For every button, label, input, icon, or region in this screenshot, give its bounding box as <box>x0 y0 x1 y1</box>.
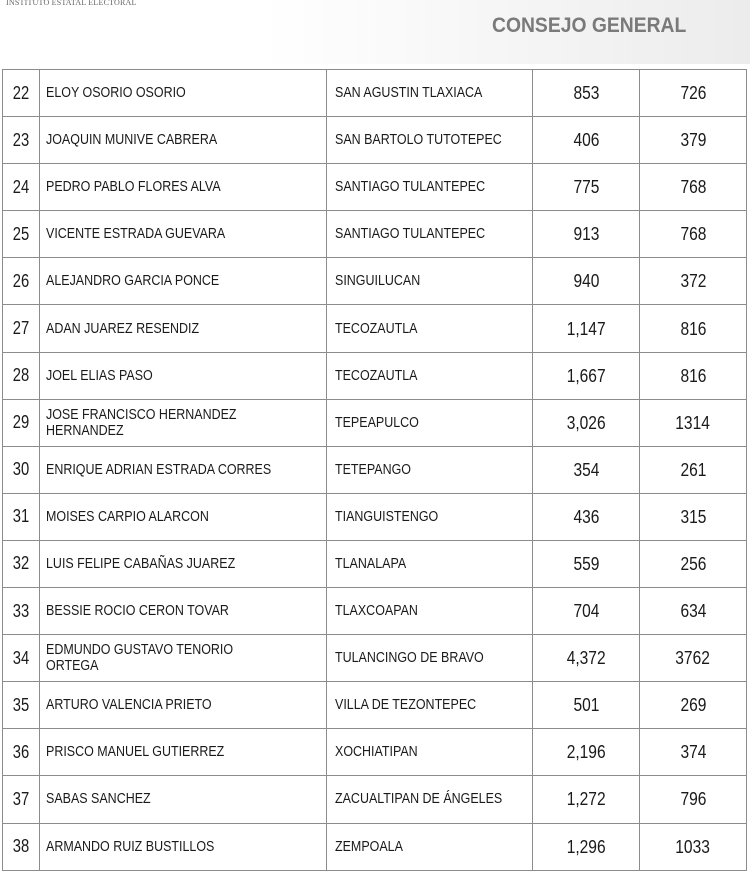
table-row <box>3 211 747 258</box>
value-2-cell <box>640 446 747 493</box>
value-1: 1,667 <box>566 364 606 386</box>
value-1: 559 <box>573 552 599 574</box>
candidate-name: VICENTE ESTRADA GUEVARA <box>46 226 226 243</box>
candidate-name-cell <box>40 305 327 352</box>
value-2-cell <box>640 823 747 870</box>
row-number: 36 <box>12 741 30 762</box>
value-2: 796 <box>680 788 706 810</box>
value-2: 3762 <box>675 647 711 669</box>
row-number: 28 <box>12 365 30 386</box>
value-2: 768 <box>680 176 706 198</box>
candidate-name: ENRIQUE ADRIAN ESTRADA CORRES <box>46 461 272 478</box>
row-number-cell <box>3 682 40 729</box>
municipality: TETEPANGO <box>335 461 411 478</box>
value-1-cell <box>533 446 640 493</box>
value-2-cell <box>640 399 747 446</box>
municipality: SAN AGUSTIN TLAXIACA <box>335 85 483 102</box>
value-2-cell <box>640 352 747 399</box>
table-row <box>3 588 747 635</box>
candidate-name-cell <box>40 164 327 211</box>
row-number: 29 <box>12 412 30 433</box>
candidate-name: JOEL ELIAS PASO <box>46 367 153 384</box>
value-2-cell <box>640 729 747 776</box>
value-1-cell <box>533 729 640 776</box>
value-2-cell <box>640 70 747 117</box>
row-number: 33 <box>12 600 30 621</box>
value-1: 913 <box>573 223 599 245</box>
table-row <box>3 823 747 870</box>
value-2: 261 <box>680 458 706 480</box>
municipality-cell <box>327 399 533 446</box>
value-1-cell <box>533 164 640 211</box>
candidate-name: PEDRO PABLO FLORES ALVA <box>46 179 221 196</box>
table-row <box>3 493 747 540</box>
value-2-cell <box>640 117 747 164</box>
page-header <box>0 0 750 64</box>
municipality-cell <box>327 729 533 776</box>
candidate-name-cell <box>40 776 327 823</box>
row-number-cell <box>3 446 40 493</box>
municipality-cell <box>327 823 533 870</box>
row-number-cell <box>3 635 40 682</box>
value-2: 816 <box>680 364 706 386</box>
candidate-name-cell <box>40 635 327 682</box>
row-number-cell <box>3 823 40 870</box>
municipality: ZEMPOALA <box>335 838 403 855</box>
value-1-cell <box>533 493 640 540</box>
value-2: 768 <box>680 223 706 245</box>
row-number: 34 <box>12 647 30 668</box>
row-number: 38 <box>12 836 30 857</box>
row-number-cell <box>3 70 40 117</box>
value-1: 4,372 <box>566 647 606 669</box>
candidate-name: ARTURO VALENCIA PRIETO <box>46 697 212 714</box>
row-number: 27 <box>12 318 30 339</box>
table-row <box>3 776 747 823</box>
municipality-cell <box>327 164 533 211</box>
municipality-cell <box>327 493 533 540</box>
candidate-name: JOSE FRANCISCO HERNANDEZ HERNANDEZ <box>46 406 237 439</box>
value-2-cell <box>640 635 747 682</box>
row-number-cell <box>3 399 40 446</box>
municipality-cell <box>327 635 533 682</box>
table-row <box>3 635 747 682</box>
row-number: 26 <box>12 270 30 291</box>
row-number-cell <box>3 729 40 776</box>
candidate-name: EDMUNDO GUSTAVO TENORIO ORTEGA <box>46 642 234 675</box>
value-1: 1,272 <box>566 788 606 810</box>
municipality: TLAXCOAPAN <box>335 603 418 620</box>
value-2-cell <box>640 258 747 305</box>
value-2-cell <box>640 776 747 823</box>
municipality: TLANALAPA <box>335 555 407 572</box>
value-2-cell <box>640 164 747 211</box>
municipality: SINGUILUCAN <box>335 273 421 290</box>
candidate-name: LUIS FELIPE CABAÑAS JUAREZ <box>46 555 236 572</box>
candidate-name-cell <box>40 211 327 258</box>
table-row <box>3 352 747 399</box>
table-row <box>3 305 747 352</box>
value-1-cell <box>533 823 640 870</box>
row-number: 37 <box>12 788 30 809</box>
row-number-cell <box>3 776 40 823</box>
row-number-cell <box>3 211 40 258</box>
municipality-cell <box>327 446 533 493</box>
value-2: 726 <box>680 82 706 104</box>
value-1: 406 <box>573 129 599 151</box>
table-row <box>3 70 747 117</box>
value-1-cell <box>533 588 640 635</box>
value-2: 374 <box>680 741 706 763</box>
candidate-name: MOISES CARPIO ALARCON <box>46 508 209 525</box>
table-row <box>3 729 747 776</box>
row-number-cell <box>3 352 40 399</box>
municipality-cell <box>327 588 533 635</box>
value-1: 436 <box>573 505 599 527</box>
value-2: 1314 <box>675 411 711 433</box>
value-1-cell <box>533 352 640 399</box>
candidate-name-cell <box>40 540 327 587</box>
candidate-name: BESSIE ROCIO CERON TOVAR <box>46 603 229 620</box>
value-1-cell <box>533 635 640 682</box>
municipality: TEPEAPULCO <box>335 414 419 431</box>
row-number: 23 <box>12 129 30 150</box>
candidate-name-cell <box>40 588 327 635</box>
municipality: TIANGUISTENGO <box>335 508 439 525</box>
municipality: SANTIAGO TULANTEPEC <box>335 179 486 196</box>
institute-name: INSTITUTO ESTATAL ELECTORAL <box>6 0 137 7</box>
value-1-cell <box>533 258 640 305</box>
candidate-name-cell <box>40 258 327 305</box>
row-number: 24 <box>12 176 30 197</box>
value-1: 3,026 <box>566 411 606 433</box>
value-2: 372 <box>680 270 706 292</box>
value-2: 269 <box>680 694 706 716</box>
candidate-name-cell <box>40 729 327 776</box>
value-2: 1033 <box>675 835 711 857</box>
table-row <box>3 446 747 493</box>
value-1-cell <box>533 305 640 352</box>
row-number-cell <box>3 117 40 164</box>
table-row <box>3 399 747 446</box>
council-title: CONSEJO GENERAL <box>492 14 687 37</box>
value-1: 704 <box>573 600 599 622</box>
municipality-cell <box>327 258 533 305</box>
candidate-name: SABAS SANCHEZ <box>46 791 151 808</box>
candidate-name-cell <box>40 682 327 729</box>
table-body <box>3 70 747 871</box>
value-1: 940 <box>573 270 599 292</box>
value-1-cell <box>533 399 640 446</box>
candidate-name-cell <box>40 117 327 164</box>
value-2-cell <box>640 493 747 540</box>
candidate-name-cell <box>40 352 327 399</box>
value-1: 2,196 <box>566 741 606 763</box>
candidate-name: ARMANDO RUIZ BUSTILLOS <box>46 838 215 855</box>
table-row <box>3 164 747 211</box>
municipality: XOCHIATIPAN <box>335 744 418 761</box>
row-number-cell <box>3 493 40 540</box>
value-1: 853 <box>573 82 599 104</box>
value-2-cell <box>640 305 747 352</box>
row-number-cell <box>3 305 40 352</box>
value-1-cell <box>533 776 640 823</box>
municipality-cell <box>327 211 533 258</box>
municipality-cell <box>327 352 533 399</box>
value-1: 354 <box>573 458 599 480</box>
candidate-name: ADAN JUAREZ RESENDIZ <box>46 320 200 337</box>
candidate-name-cell <box>40 399 327 446</box>
candidate-name-cell <box>40 70 327 117</box>
value-1-cell <box>533 211 640 258</box>
value-2-cell <box>640 540 747 587</box>
municipality-cell <box>327 540 533 587</box>
value-1-cell <box>533 70 640 117</box>
value-2: 256 <box>680 552 706 574</box>
value-1: 775 <box>573 176 599 198</box>
table-row <box>3 682 747 729</box>
municipality-cell <box>327 117 533 164</box>
table-row <box>3 540 747 587</box>
value-2-cell <box>640 682 747 729</box>
candidate-name-cell <box>40 823 327 870</box>
value-1: 1,147 <box>566 317 606 339</box>
value-2: 634 <box>680 600 706 622</box>
municipality: SAN BARTOLO TUTOTEPEC <box>335 132 502 149</box>
row-number: 32 <box>12 553 30 574</box>
row-number-cell <box>3 258 40 305</box>
municipality-cell <box>327 776 533 823</box>
municipality: TECOZAUTLA <box>335 320 418 337</box>
row-number: 25 <box>12 223 30 244</box>
value-1: 1,296 <box>566 835 606 857</box>
candidate-name: ALEJANDRO GARCIA PONCE <box>46 273 220 290</box>
value-1-cell <box>533 682 640 729</box>
value-2: 816 <box>680 317 706 339</box>
candidate-name: JOAQUIN MUNIVE CABRERA <box>46 132 218 149</box>
municipality-cell <box>327 70 533 117</box>
municipality: ZACUALTIPAN DE ÁNGELES <box>335 791 503 808</box>
row-number: 22 <box>12 82 30 103</box>
candidate-name: PRISCO MANUEL GUTIERREZ <box>46 744 225 761</box>
row-number: 30 <box>12 459 30 480</box>
table-row <box>3 258 747 305</box>
municipality-cell <box>327 305 533 352</box>
row-number: 31 <box>12 506 30 527</box>
value-2: 379 <box>680 129 706 151</box>
municipality: SANTIAGO TULANTEPEC <box>335 226 486 243</box>
candidate-name: ELOY OSORIO OSORIO <box>46 85 186 102</box>
value-1: 501 <box>573 694 599 716</box>
table-row <box>3 117 747 164</box>
value-2-cell <box>640 211 747 258</box>
row-number: 35 <box>12 694 30 715</box>
candidate-name-cell <box>40 446 327 493</box>
value-2-cell <box>640 588 747 635</box>
row-number-cell <box>3 588 40 635</box>
candidate-name-cell <box>40 493 327 540</box>
municipality: TULANCINGO DE BRAVO <box>335 650 484 667</box>
municipality-cell <box>327 682 533 729</box>
value-2: 315 <box>680 505 706 527</box>
value-1-cell <box>533 117 640 164</box>
municipality: TECOZAUTLA <box>335 367 418 384</box>
row-number-cell <box>3 540 40 587</box>
value-1-cell <box>533 540 640 587</box>
row-number-cell <box>3 164 40 211</box>
candidates-table <box>2 69 747 871</box>
municipality: VILLA DE TEZONTEPEC <box>335 697 477 714</box>
